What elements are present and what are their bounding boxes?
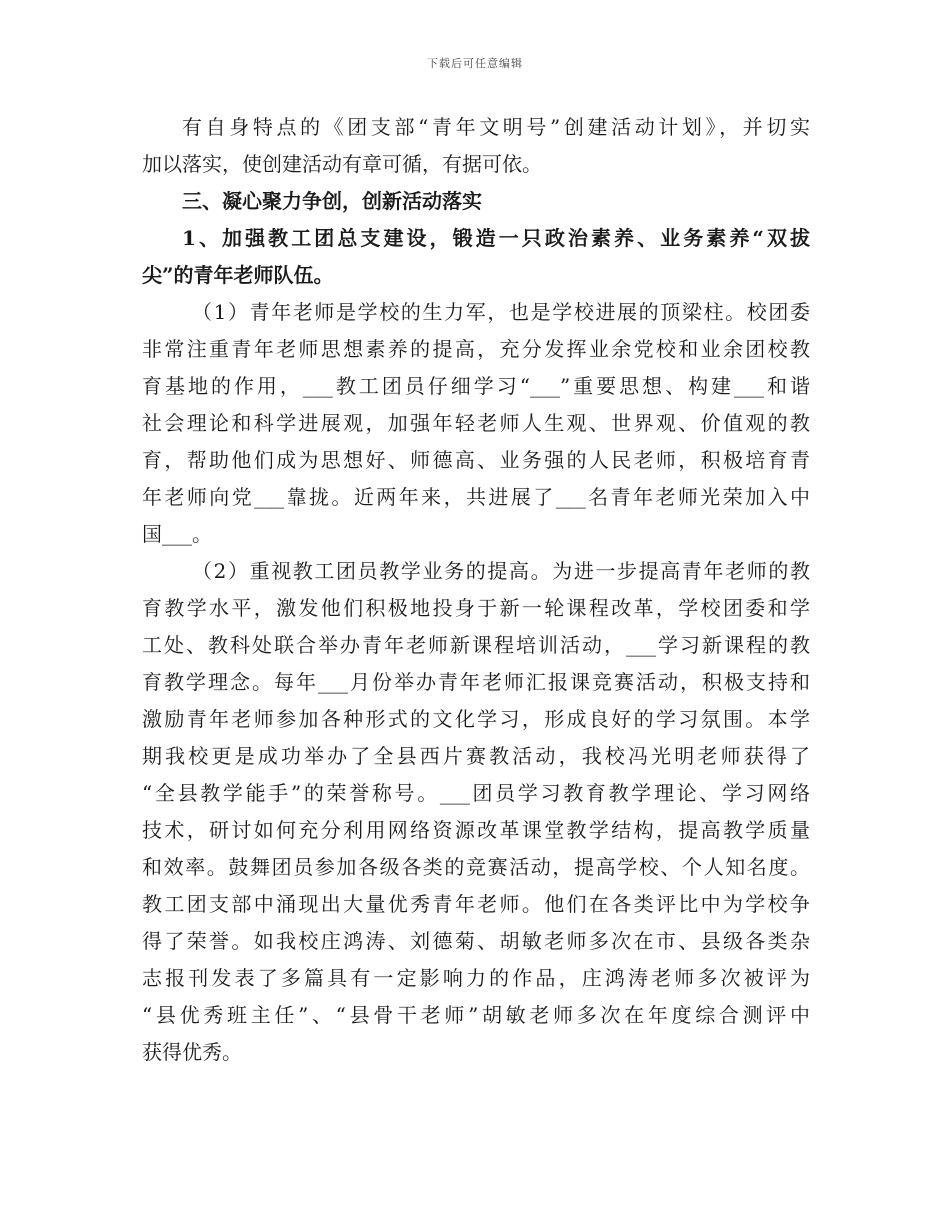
paragraph-line: 得了荣誉。如我校庄鸿涛、刘德菊、胡敏老师多次在市、县级各类杂 <box>142 929 810 953</box>
paragraph-line: 工处、教科处联合举办青年老师新课程培训活动，___学习新课程的教 <box>142 633 810 657</box>
paragraph-line: “县优秀班主任”、“县骨干老师”胡敏老师多次在年度综合测评中 <box>142 1003 810 1027</box>
paragraph-line: 社会理论和科学进展观，加强年轻老师人生观、世界观、价值观的教 <box>142 411 810 435</box>
paragraph-line: 和效率。鼓舞团员参加各级各类的竞赛活动，提高学校、个人知名度。 <box>142 855 810 879</box>
page-header: 下载后可任意编辑 <box>427 57 523 70</box>
paragraph-line: “全县教学能手”的荣誉称号。___团员学习教育教学理论、学习网络 <box>142 781 810 805</box>
paragraph-line: 育，帮助他们成为思想好、师德高、业务强的人民老师，积极培育青 <box>142 448 810 472</box>
paragraph-line: 育基地的作用，___教工团员仔细学习“___”重要思想、构建___和谐 <box>142 374 810 398</box>
section-heading: 三、凝心聚力争创，创新活动落实 <box>182 189 482 213</box>
paragraph-line: （2）重视教工团员教学业务的提高。为进一步提高青年老师的教 <box>192 559 810 583</box>
paragraph-line: 加以落实，使创建活动有章可循，有据可依。 <box>142 152 542 176</box>
paragraph-line: 育教学理念。每年___月份举办青年老师汇报课竞赛活动，积极支持和 <box>142 670 810 694</box>
paragraph-line: 育教学水平，激发他们积极地投身于新一轮课程改革，学校团委和学 <box>142 596 810 620</box>
paragraph-line: 获得优秀。 <box>142 1040 242 1064</box>
subsection-heading: 1、加强教工团总支建设，锻造一只政治素养、业务素养“双拔 <box>182 226 810 250</box>
paragraph-line: 激励青年老师参加各种形式的文化学习，形成良好的学习氛围。本学 <box>142 707 810 731</box>
paragraph-line: 非常注重青年老师思想素养的提高，充分发挥业余党校和业余团校教 <box>142 337 810 361</box>
paragraph-line: 有自身特点的《团支部“青年文明号”创建活动计划》，并切实 <box>182 115 810 139</box>
paragraph-line: 志报刊发表了多篇具有一定影响力的作品，庄鸿涛老师多次被评为 <box>142 966 810 990</box>
document-body <box>142 109 810 1071</box>
paragraph-line: 期我校更是成功举办了全县西片赛教活动，我校冯光明老师获得了 <box>142 744 810 768</box>
paragraph-line: 技术，研讨如何充分利用网络资源改革课堂教学结构，提高教学质量 <box>142 818 810 842</box>
paragraph-line: 国___。 <box>142 522 212 546</box>
paragraph-line: 年老师向党___靠拢。近两年来，共进展了___名青年老师光荣加入中 <box>142 485 810 509</box>
subsection-heading: 尖”的青年老师队伍。 <box>142 263 334 287</box>
paragraph-line: 教工团支部中涌现出大量优秀青年老师。他们在各类评比中为学校争 <box>142 892 810 916</box>
paragraph-line: （1）青年老师是学校的生力军，也是学校进展的顶梁柱。校团委 <box>192 300 810 324</box>
